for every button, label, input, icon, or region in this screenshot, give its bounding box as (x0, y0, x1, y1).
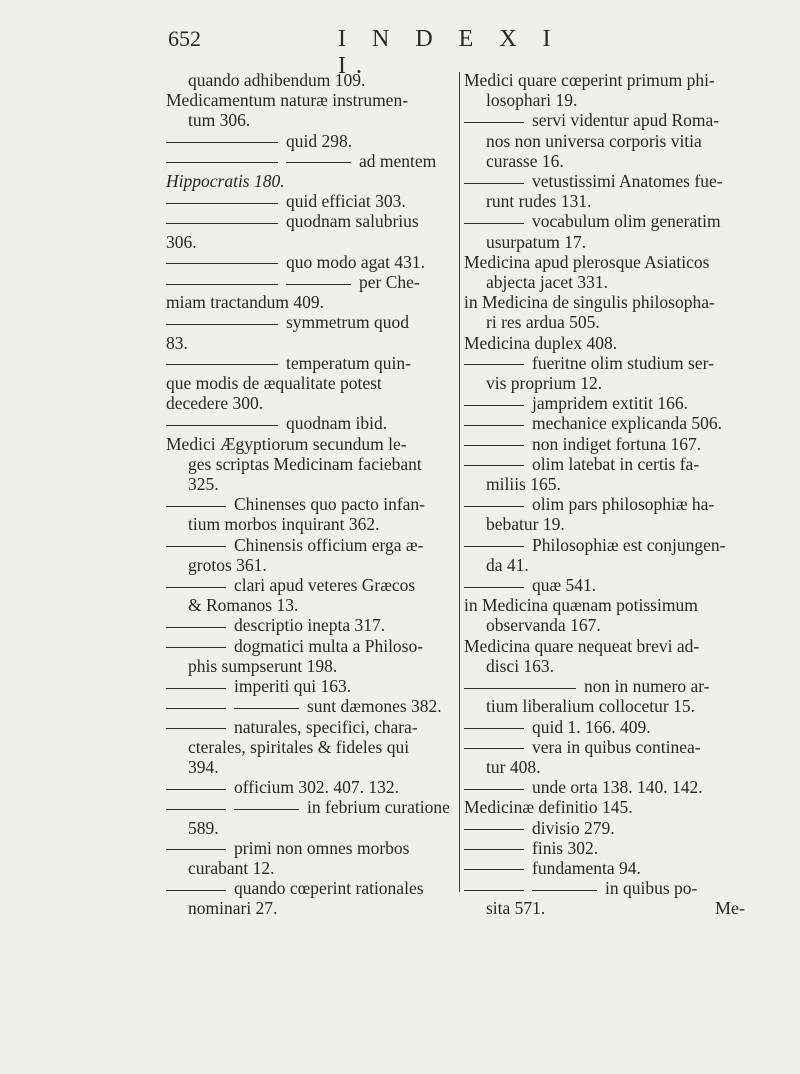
index-text: nos non universa corporis vitia (486, 130, 702, 151)
index-dash (464, 748, 524, 749)
index-text: sita 571. (486, 898, 546, 919)
index-line (464, 777, 754, 797)
index-line (166, 191, 456, 211)
index-text: naturales, specifici, chara- (234, 716, 418, 737)
index-text: quo modo agat 431. (286, 251, 426, 272)
index-dash (464, 829, 524, 830)
index-line (464, 514, 754, 534)
index-text: quando adhibendum 109. (188, 70, 366, 90)
index-dash (166, 162, 278, 163)
index-line (166, 636, 456, 656)
index-line (464, 696, 754, 716)
index-text: dogmatici multa a Philoso- (234, 635, 424, 656)
index-dash (464, 506, 524, 507)
index-text: curabant 12. (188, 857, 275, 878)
index-text: runt rudes 131. (486, 191, 592, 212)
running-title: I N D E X I I. (338, 26, 561, 79)
index-dash (166, 546, 226, 547)
index-dash (464, 122, 524, 123)
index-dash (166, 728, 226, 729)
index-dash (166, 708, 226, 709)
index-text: 325. (188, 474, 219, 495)
index-text: Medicina apud plerosque Asiaticos (464, 251, 710, 272)
index-dash (234, 708, 299, 709)
index-line (166, 797, 456, 817)
index-text: clari apud veteres Græcos (234, 575, 416, 596)
index-line (166, 656, 456, 676)
index-line (166, 757, 456, 777)
index-text: miam tractandum 409. (166, 292, 324, 313)
index-text: vera in quibus continea- (532, 736, 701, 757)
index-text: Medicamentum naturæ instrumen- (166, 90, 409, 111)
index-text: ri res ardua 505. (486, 312, 600, 333)
index-text: servi videntur apud Roma- (532, 110, 720, 131)
index-line (464, 838, 754, 858)
index-dash (166, 587, 226, 588)
index-line (166, 312, 456, 332)
index-line (166, 615, 456, 635)
index-text: decedere 300. (166, 393, 264, 414)
index-text: Chinenses quo pacto infan- (234, 494, 425, 515)
index-dash (464, 688, 576, 689)
index-line (464, 211, 754, 231)
index-dash (166, 324, 278, 325)
index-line (166, 252, 456, 272)
index-line (166, 514, 456, 534)
right-column (464, 70, 754, 919)
page-header (168, 26, 608, 79)
index-line (166, 70, 456, 90)
index-line (166, 535, 456, 555)
index-text: quid efficiat 303. (286, 191, 406, 212)
index-text: losophari 19. (486, 90, 578, 111)
index-text: descriptio inepta 317. (234, 615, 386, 636)
index-text: 83. (166, 332, 188, 353)
index-line (166, 717, 456, 737)
index-line (166, 171, 456, 191)
index-text: Medici Ægyptiorum secundum le- (166, 433, 407, 454)
index-dash (464, 869, 524, 870)
index-text: quid 1. 166. 409. (532, 716, 651, 737)
index-line (464, 90, 754, 110)
index-dash (166, 506, 226, 507)
index-text: da 41. (486, 554, 529, 575)
index-dash (464, 465, 524, 466)
index-line (464, 494, 754, 514)
index-text: Philosophiæ est conjungen- (532, 534, 726, 555)
index-text: Hippocratis 180. (166, 171, 285, 192)
index-line (166, 878, 456, 898)
index-dash (166, 849, 226, 850)
index-line (464, 191, 754, 211)
index-line (464, 252, 754, 272)
index-dash (464, 890, 524, 891)
index-line (464, 615, 754, 635)
index-dash (464, 728, 524, 729)
index-dash (286, 162, 351, 163)
index-text: Medicina duplex 408. (464, 332, 618, 353)
index-text: olim pars philosophiæ ha- (532, 494, 715, 515)
index-line (464, 878, 754, 898)
index-dash (464, 546, 524, 547)
index-text: grotos 361. (188, 554, 267, 575)
index-line (166, 737, 456, 757)
index-text: olim latebat in certis fa- (532, 453, 700, 474)
index-dash (166, 203, 278, 204)
index-dash (464, 223, 524, 224)
index-line (464, 171, 754, 191)
index-line (464, 110, 754, 130)
index-dash (532, 890, 597, 891)
index-text: finis 302. (532, 837, 599, 858)
index-dash (166, 364, 278, 365)
index-text: non in numero ar- (584, 676, 710, 697)
index-text: tur 408. (486, 756, 541, 777)
index-dash (464, 849, 524, 850)
index-line (166, 131, 456, 151)
column-divider (459, 72, 460, 892)
index-line (166, 333, 456, 353)
index-dash (464, 425, 524, 426)
index-line (166, 898, 456, 918)
index-text: in febrium curatione (307, 797, 450, 818)
index-line (464, 333, 754, 353)
index-dash (166, 890, 226, 891)
index-text: fundamenta 94. (532, 857, 641, 878)
index-text: & Romanos 13. (188, 595, 299, 616)
index-text: in quibus po- (605, 878, 698, 899)
index-text: quodnam salubrius (286, 211, 419, 232)
index-line (166, 494, 456, 514)
index-line (464, 454, 754, 474)
index-line (464, 737, 754, 757)
index-text: 394. (188, 756, 219, 777)
index-text: ges scriptas Medicinam faciebant (188, 453, 422, 474)
index-line (464, 232, 754, 252)
index-line (166, 595, 456, 615)
index-dash (464, 364, 524, 365)
index-dash (286, 284, 351, 285)
index-text: imperiti qui 163. (234, 676, 352, 697)
index-text: divisio 279. (532, 817, 615, 838)
left-column (166, 70, 456, 919)
index-text: 306. (166, 231, 197, 252)
index-line (464, 151, 754, 171)
index-line (166, 858, 456, 878)
index-text: Chinensis officium erga æ- (234, 534, 424, 555)
index-text: observanda 167. (486, 615, 601, 636)
index-line (166, 838, 456, 858)
index-line (464, 70, 754, 90)
index-line (166, 676, 456, 696)
index-line (166, 413, 456, 433)
index-dash (464, 789, 524, 790)
index-dash (464, 587, 524, 588)
index-text: tium morbos inquirant 362. (188, 514, 380, 535)
index-line (464, 757, 754, 777)
index-text: cterales, spiritales & fideles qui (188, 736, 410, 757)
index-line (464, 474, 754, 494)
index-text: vetustissimi Anatomes fue- (532, 171, 723, 192)
index-text: jampridem extitit 166. (532, 393, 689, 414)
index-line (464, 434, 754, 454)
index-text: fueritne olim studium ser- (532, 352, 714, 373)
index-dash (166, 142, 278, 143)
index-line (464, 292, 754, 312)
index-text: in Medicina de singulis philosopha- (464, 292, 715, 313)
index-text: usurpatum 17. (486, 231, 587, 252)
catchword: Me- (715, 898, 745, 918)
index-text: sunt dæmones 382. (307, 696, 442, 717)
index-text: curasse 16. (486, 150, 564, 171)
index-line (464, 272, 754, 292)
index-text: quæ 541. (532, 575, 597, 596)
index-text: quid 298. (286, 130, 353, 151)
index-text: 589. (188, 817, 219, 838)
index-line (464, 393, 754, 413)
index-dash (166, 627, 226, 628)
index-line (464, 636, 754, 656)
index-line (464, 373, 754, 393)
index-text: mechanice explicanda 506. (532, 413, 722, 434)
index-line (464, 312, 754, 332)
index-line (166, 818, 456, 838)
index-dash (166, 284, 278, 285)
index-text: tum 306. (188, 110, 251, 131)
index-dash (166, 809, 226, 810)
index-line (464, 353, 754, 373)
index-text: disci 163. (486, 655, 555, 676)
index-dash (166, 647, 226, 648)
index-text: nominari 27. (188, 898, 278, 919)
index-line (166, 474, 456, 494)
index-line (166, 232, 456, 252)
index-text: in Medicina quænam potissimum (464, 595, 698, 616)
index-line (464, 656, 754, 676)
index-text: unde orta 138. 140. 142. (532, 777, 703, 798)
index-text: primi non omnes morbos (234, 837, 410, 858)
index-text: quodnam ibid. (286, 413, 388, 434)
index-text: miliis 165. (486, 474, 561, 495)
index-line (464, 797, 754, 817)
index-line (464, 413, 754, 433)
index-text: Medici quare cœperint primum phi- (464, 70, 715, 90)
index-dash (166, 688, 226, 689)
index-text: vis proprium 12. (486, 373, 603, 394)
index-text: vocabulum olim generatim (532, 211, 721, 232)
index-line (166, 393, 456, 413)
index-line (464, 818, 754, 838)
index-dash (234, 809, 299, 810)
index-line (464, 676, 754, 696)
index-line (464, 555, 754, 575)
index-text: tium liberalium collocetur 15. (486, 696, 695, 717)
index-line (464, 595, 754, 615)
index-text: non indiget fortuna 167. (532, 433, 702, 454)
index-line (166, 575, 456, 595)
index-text: quando cœperint rationales (234, 878, 424, 899)
index-line (464, 898, 754, 918)
index-dash (464, 445, 524, 446)
index-line (464, 131, 754, 151)
index-text: Medicinæ definitio 145. (464, 797, 633, 818)
page-number: 652 (168, 26, 201, 51)
index-dash (166, 223, 278, 224)
index-text: abjecta jacet 331. (486, 272, 608, 293)
index-text: per Che- (359, 272, 420, 293)
index-line (166, 110, 456, 130)
index-line (166, 151, 456, 171)
index-text: ad mentem (359, 150, 437, 171)
index-line (464, 575, 754, 595)
index-dash (464, 405, 524, 406)
index-line (166, 272, 456, 292)
index-line (166, 211, 456, 231)
index-text: officium 302. 407. 132. (234, 777, 399, 798)
index-text: que modis de æqualitate potest (166, 373, 382, 394)
index-text: bebatur 19. (486, 514, 565, 535)
index-line (464, 717, 754, 737)
index-dash (166, 425, 278, 426)
index-dash (166, 789, 226, 790)
index-text: temperatum quin- (286, 352, 411, 373)
index-line (166, 454, 456, 474)
index-text: Medicina quare nequeat brevi ad- (464, 635, 700, 656)
index-line (464, 858, 754, 878)
index-line (464, 535, 754, 555)
index-line (166, 555, 456, 575)
index-line (166, 90, 456, 110)
index-dash (166, 263, 278, 264)
index-line (166, 353, 456, 373)
index-line (166, 373, 456, 393)
index-line (166, 434, 456, 454)
index-text: symmetrum quod (286, 312, 409, 333)
index-line (166, 292, 456, 312)
index-dash (464, 183, 524, 184)
index-line (166, 777, 456, 797)
index-line (166, 696, 456, 716)
index-text: phis sumpserunt 198. (188, 655, 338, 676)
